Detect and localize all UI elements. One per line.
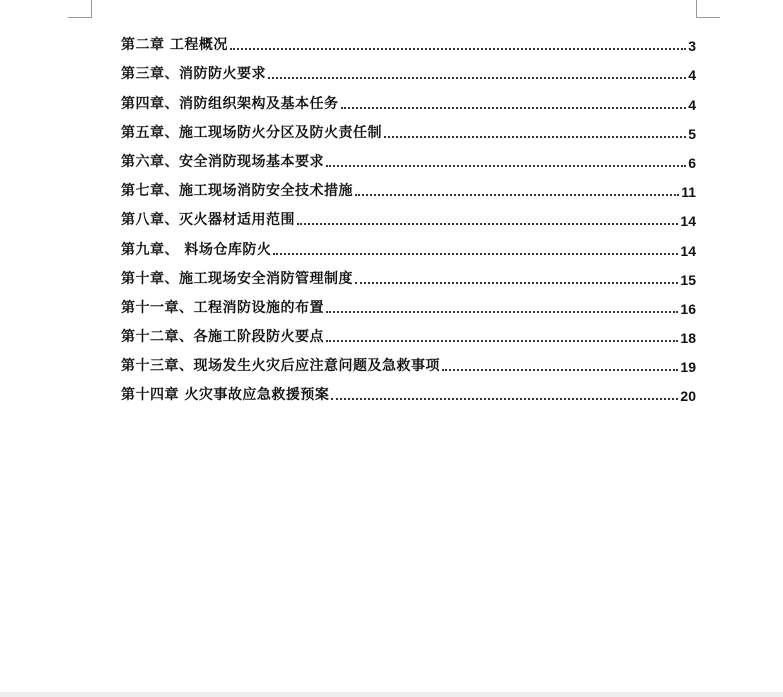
toc-entry-chapter-12[interactable] [121,317,696,346]
toc-entry-title: 第十一章、工程消防设施的布置 [121,299,324,316]
toc-entry-chapter-6[interactable] [121,142,696,171]
toc-entry-page-number: 5 [688,125,696,142]
toc-entry-chapter-2[interactable] [121,25,696,54]
toc-entry-page-number: 20 [680,388,696,405]
crop-mark-top-left-vertical [91,0,92,18]
toc-entry-title: 第九章、 料场仓库防火 [121,241,272,258]
toc-dot-leader [341,107,687,109]
toc-entry-title: 第四章、消防组织架构及基本任务 [121,95,339,112]
toc-entry-title: 第八章、灭火器材适用范围 [121,212,295,229]
toc-entry-chapter-13[interactable] [121,346,696,375]
toc-dot-leader [331,398,678,400]
toc-entry-page-number: 4 [688,67,696,84]
toc-entry-title: 第五章、施工现场防火分区及防火责任制 [121,124,382,141]
toc-entry-title: 第二章 工程概况 [121,37,228,54]
crop-mark-top-right-vertical [696,0,697,18]
toc-entry-page-number: 6 [688,154,696,171]
toc-entry-chapter-10[interactable] [121,259,696,288]
toc-dot-leader [273,253,678,255]
toc-entry-title: 第十二章、各施工阶段防火要点 [121,329,324,346]
page-gap-strip [0,692,783,697]
toc-entry-chapter-4[interactable] [121,83,696,112]
toc-entry-chapter-9[interactable] [121,229,696,258]
toc-entry-page-number: 19 [680,359,696,376]
toc-entry-title: 第三章、消防防火要求 [121,66,266,83]
toc-entry-page-number: 11 [681,184,696,201]
toc-dot-leader [326,311,678,313]
toc-entry-page-number: 14 [680,242,696,259]
toc-entry-page-number: 18 [680,330,696,347]
toc-dot-leader [355,194,679,196]
toc-entry-chapter-3[interactable] [121,54,696,83]
crop-mark-top-right-horizontal [696,17,720,18]
toc-entry-title: 第十三章、现场发生火灾后应注意问题及急救事项 [121,358,440,375]
toc-dot-leader [326,340,678,342]
toc-entry-page-number: 14 [680,213,696,230]
table-of-contents [121,25,696,404]
toc-entry-chapter-14[interactable] [121,375,696,404]
toc-entry-title: 第七章、施工现场消防安全技术措施 [121,183,353,200]
toc-entry-chapter-5[interactable] [121,113,696,142]
toc-entry-page-number: 3 [688,38,696,55]
toc-entry-chapter-11[interactable] [121,288,696,317]
toc-entry-page-number: 15 [680,271,696,288]
toc-dot-leader [384,136,686,138]
toc-dot-leader [442,369,678,371]
toc-entry-title: 第十章、施工现场安全消防管理制度 [121,270,353,287]
toc-entry-page-number: 16 [680,300,696,317]
toc-entry-chapter-7[interactable] [121,171,696,200]
toc-dot-leader [326,165,686,167]
toc-entry-title: 第十四章 火灾事故应急救援预案 [121,387,330,404]
toc-entry-page-number: 4 [688,96,696,113]
crop-mark-top-left-horizontal [68,17,92,18]
toc-dot-leader [297,223,678,225]
toc-dot-leader [230,48,686,50]
toc-dot-leader [355,282,678,284]
toc-entry-chapter-8[interactable] [121,200,696,229]
toc-dot-leader [268,77,686,79]
toc-entry-title: 第六章、安全消防现场基本要求 [121,153,324,170]
